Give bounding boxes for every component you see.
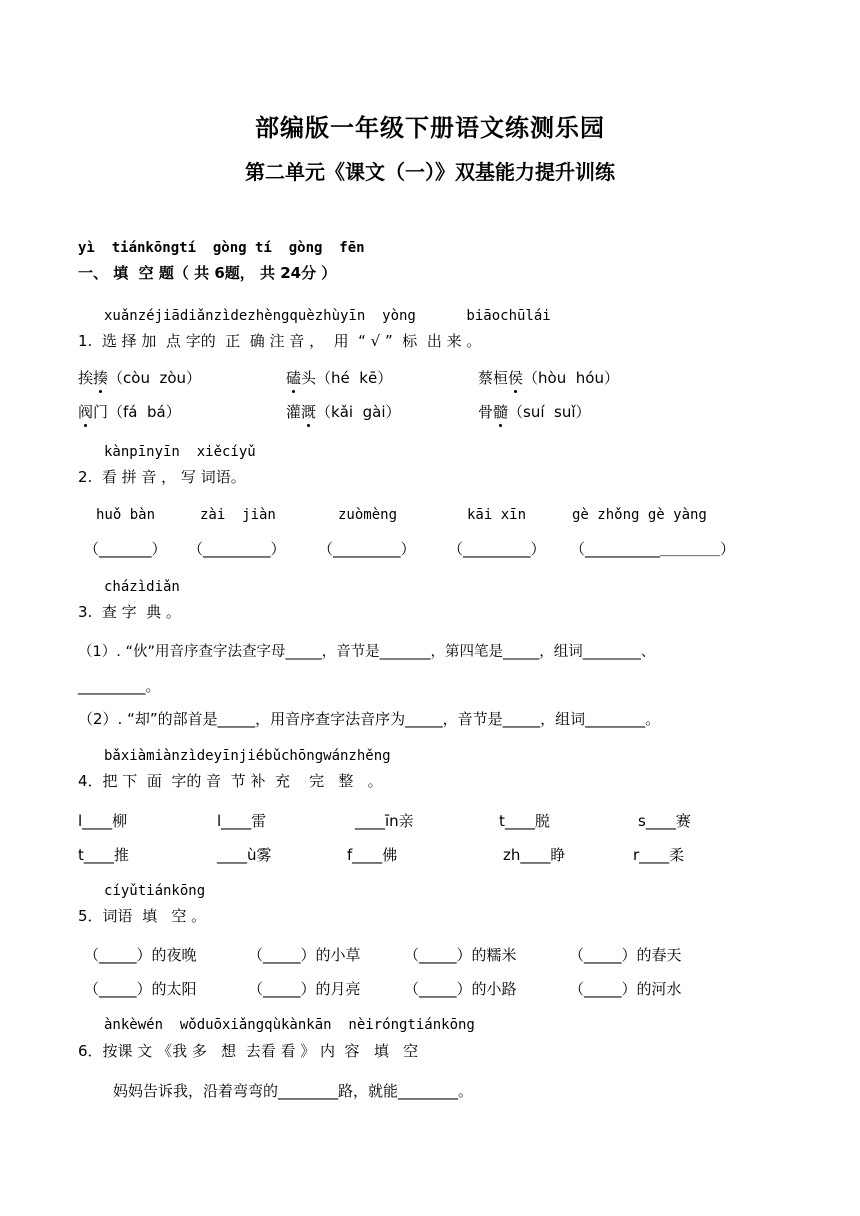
q3-line-1: （1）. “伙”用音序查字法查字母_____，音节是_______，第四笔是_____，组词________、 <box>78 644 656 660</box>
q4-pinyin: bǎxiàmiànzìdeyīnjiébǔchōngwánzhěng <box>104 748 391 764</box>
q5-item: （_____）的春天 <box>569 946 682 964</box>
q2-word-pinyin: kāi xīn <box>467 507 527 523</box>
q4-item: ____ù雾 <box>217 846 272 864</box>
page-title: 部编版一年级下册语文练测乐园 <box>255 114 605 142</box>
q4-item: zh____睁 <box>503 846 566 864</box>
q3-line-1b: _________。 <box>78 677 161 695</box>
q4-item: s____赛 <box>638 812 691 830</box>
q5-item: （_____）的月亮 <box>248 980 361 998</box>
q2-answer-blank[interactable]: （_________） <box>188 540 286 558</box>
q1-item: 阀门（fá bá） <box>78 403 181 421</box>
q5-instruction: 5．词语 填 空 。 <box>78 907 207 925</box>
q4-instruction: 4．把 下 面 字的 音 节 补 充 完 整 。 <box>78 772 383 790</box>
section-pinyin: yì tiánkōngtí gòng tí gòng fēn <box>78 240 365 256</box>
q5-pinyin: cíyǔtiánkōng <box>104 883 206 899</box>
dotted-char: 溉 <box>301 403 317 421</box>
q6-pinyin: ànkèwén wǒduōxiǎngqùkànkān nèiróngtiánkōng <box>104 1017 475 1033</box>
q4-item: t____脱 <box>499 812 550 830</box>
q5-item: （_____）的小草 <box>248 946 361 964</box>
page-subtitle: 第二单元《课文（一）》双基能力提升训练 <box>245 160 615 184</box>
section-heading: 一、 填 空 题（ 共 6题， 共 24分 ） <box>78 264 337 282</box>
q5-item: （_____）的河水 <box>569 980 682 998</box>
q2-answer-blank[interactable]: （_______） <box>84 540 167 558</box>
q1-item: 骨髓（suí suǐ） <box>478 403 591 421</box>
dotted-char: 侯 <box>508 369 524 387</box>
q2-answer-blank[interactable]: （_________） <box>448 540 546 558</box>
q2-pinyin: kànpīnyīn xiěcíyǔ <box>104 444 256 460</box>
q2-word-pinyin: gè zhǒng gè yàng <box>572 507 707 523</box>
q5-item: （_____）的太阳 <box>84 980 197 998</box>
q1-item: 挨揍（còu zòu） <box>78 369 202 387</box>
q4-item: r____柔 <box>633 846 685 864</box>
q2-answer-blank[interactable]: （_________） <box>318 540 416 558</box>
q6-instruction: 6．按课 文 《我 多 想 去看 看 》 内 容 填 空 <box>78 1042 419 1060</box>
q2-word-pinyin: huǒ bàn <box>96 507 156 523</box>
dotted-char: 揍 <box>93 369 109 387</box>
q5-item: （_____）的小路 <box>404 980 517 998</box>
q4-item: f____佛 <box>347 846 398 864</box>
q4-item: ____īn亲 <box>355 812 414 830</box>
q3-line-2: （2）. “却”的部首是_____，用音序查字法音序为_____，音节是_____，组词________。 <box>78 710 661 728</box>
q5-item: （_____）的糯米 <box>404 946 517 964</box>
q1-item: 蔡桓侯（hòu hóu） <box>478 369 619 387</box>
q2-word-pinyin: zuòmèng <box>338 507 398 523</box>
q6-sentence: 妈妈告诉我，沿着弯弯的________路，就能________。 <box>113 1082 474 1100</box>
q2-word-pinyin: zài jiàn <box>200 507 276 523</box>
q1-instruction: 1. 选 择 加 点 字的 正 确 注 音 ， 用 “ √ ” 标 出 来 。 <box>78 332 482 350</box>
q3-instruction: 3. 查 字 典 。 <box>78 603 181 621</box>
dotted-char: 磕 <box>286 369 302 387</box>
q3-pinyin: cházìdiǎn <box>104 579 180 595</box>
q1-item: 磕头（hé kē） <box>286 369 393 387</box>
q4-item: l____雷 <box>217 812 267 830</box>
q5-item: （_____）的夜晚 <box>84 946 197 964</box>
q1-pinyin: xuǎnzéjiādiǎnzìdezhèngquèzhùyīn yòng biāochūlái <box>104 308 551 324</box>
dotted-char: 髓 <box>493 403 509 421</box>
q1-item: 灌溉（kǎi gài） <box>286 403 401 421</box>
dotted-char: 阀 <box>78 403 94 421</box>
q2-answer-blank[interactable]: （__________＿＿＿＿） <box>570 540 736 558</box>
q2-instruction: 2. 看 拼 音 ， 写 词语。 <box>78 468 246 486</box>
q4-item: t____推 <box>78 846 129 864</box>
q4-item: l____柳 <box>78 812 128 830</box>
